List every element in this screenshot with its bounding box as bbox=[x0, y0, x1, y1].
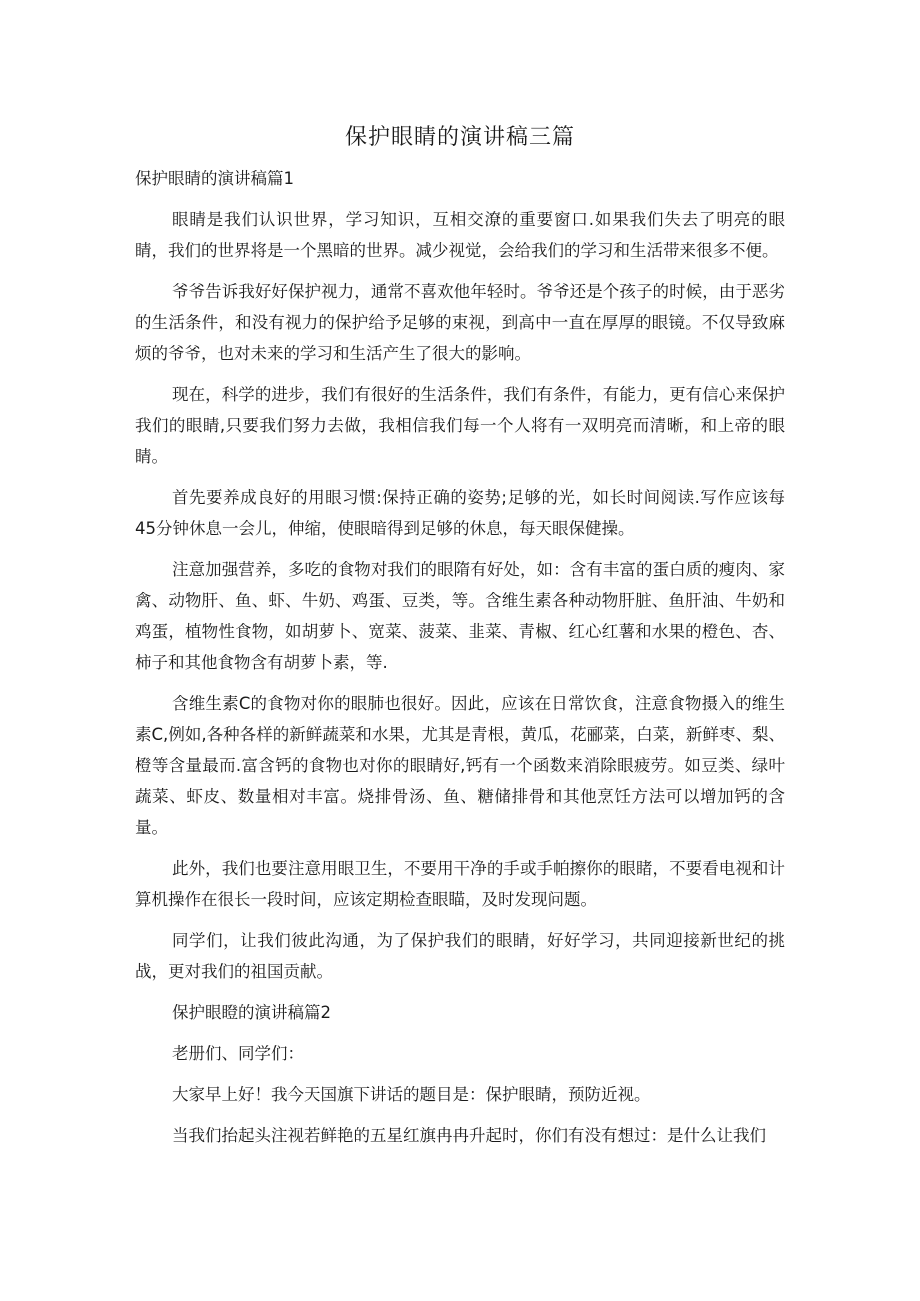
paragraph: 同学们，让我们彼此沟通，为了保护我们的眼睛，好好学习，共同迎接新世纪的挑战，更对我们的祖国贡献。 bbox=[135, 931, 785, 981]
paragraph: 现在，科学的进步，我们有很好的生活条件，我们有条件，有能力，更有信心来保护我们的眼睛,只要我们努力去做，我相信我们每一个人将有一双明亮而清晰，和上帝的眼睛。 bbox=[135, 385, 785, 466]
paragraph: 老册们、同学们： bbox=[172, 1044, 304, 1063]
section-2-heading: 保护眼瞪的演讲稿篇2 bbox=[172, 1003, 331, 1022]
paragraph: 此外，我们也要注意用眼卫生，不要用干净的手或手帕擦你的眼睹，不要看电视和计算机操作在很长一段时间，应该定期检查眼瞄，及时发现问题。 bbox=[135, 859, 785, 909]
paragraph: 大家早上好！我今天国旗下讲话的题目是：保护眼睛，预防近视。 bbox=[172, 1085, 651, 1104]
paragraph: 含维生素C的食物对你的眼肺也很好。因此，应该在日常饮食，注意食物摄入的维生素C,例如,各种各样的新鲜蔬菜和水果，尤其是青根，黄瓜，花郦菜，白菜，新鲜枣、梨、橙等含量最而.富含钙的食物也对你的眼睛好,钙有一个函数来消除眼疲劳。如豆类、绿叶蔬菜、虾皮、数量相对丰富。烧排骨汤、鱼、糖储排骨和其他烹饪方法可以增加钙的含量。 bbox=[135, 694, 785, 837]
paragraph: 爷爷告诉我好好保护视力，通常不喜欢他年轻时。爷爷还是个孩子的时候，由于恶劣的生活条件，和没有视力的保护给予足够的束视，到高中一直在厚厚的眼镜。不仅导致麻烦的爷爷，也对未来的学习和生活产生了很大的影响。 bbox=[135, 282, 785, 363]
paragraph: 首先要养成良好的用眼习惯:保持正确的姿势;足够的光，如长时间阅读.写作应该每45分钟休息一会儿，伸缩，使眼暗得到足够的休息，每天眼保健操。 bbox=[135, 488, 785, 538]
section-1-heading: 保护眼睛的演讲稿篇1 bbox=[135, 169, 294, 188]
document-title: 保护眼睛的演讲稿三篇 bbox=[344, 125, 575, 150]
paragraph: 当我们抬起头注视若鲜艳的五星红旗冉冉升起时，你们有没有想过：是什么让我们 bbox=[172, 1126, 766, 1145]
document-body bbox=[135, 163, 785, 1161]
paragraph: 注意加强营养，多吃的食物对我们的眼隋有好处，如：含有丰富的蛋白质的瘦肉、家禽、动物肝、鱼、虾、牛奶、鸡蛋、豆类，等。含维生素各种动物肝脏、鱼肝油、牛奶和鸡蛋，植物性食物，如胡萝卜、宽菜、菠菜、韭菜、青椒、红心红薯和水果的橙色、杏、柿子和其他食物含有胡萝卜素，等. bbox=[135, 560, 785, 672]
paragraph: 眼睛是我们认识世界，学习知识，互相交潦的重要窗口.如果我们失去了明亮的眼睛，我们的世界将是一个黑暗的世界。减少视觉，会给我们的学习和生活带来很多不便。 bbox=[135, 210, 785, 260]
